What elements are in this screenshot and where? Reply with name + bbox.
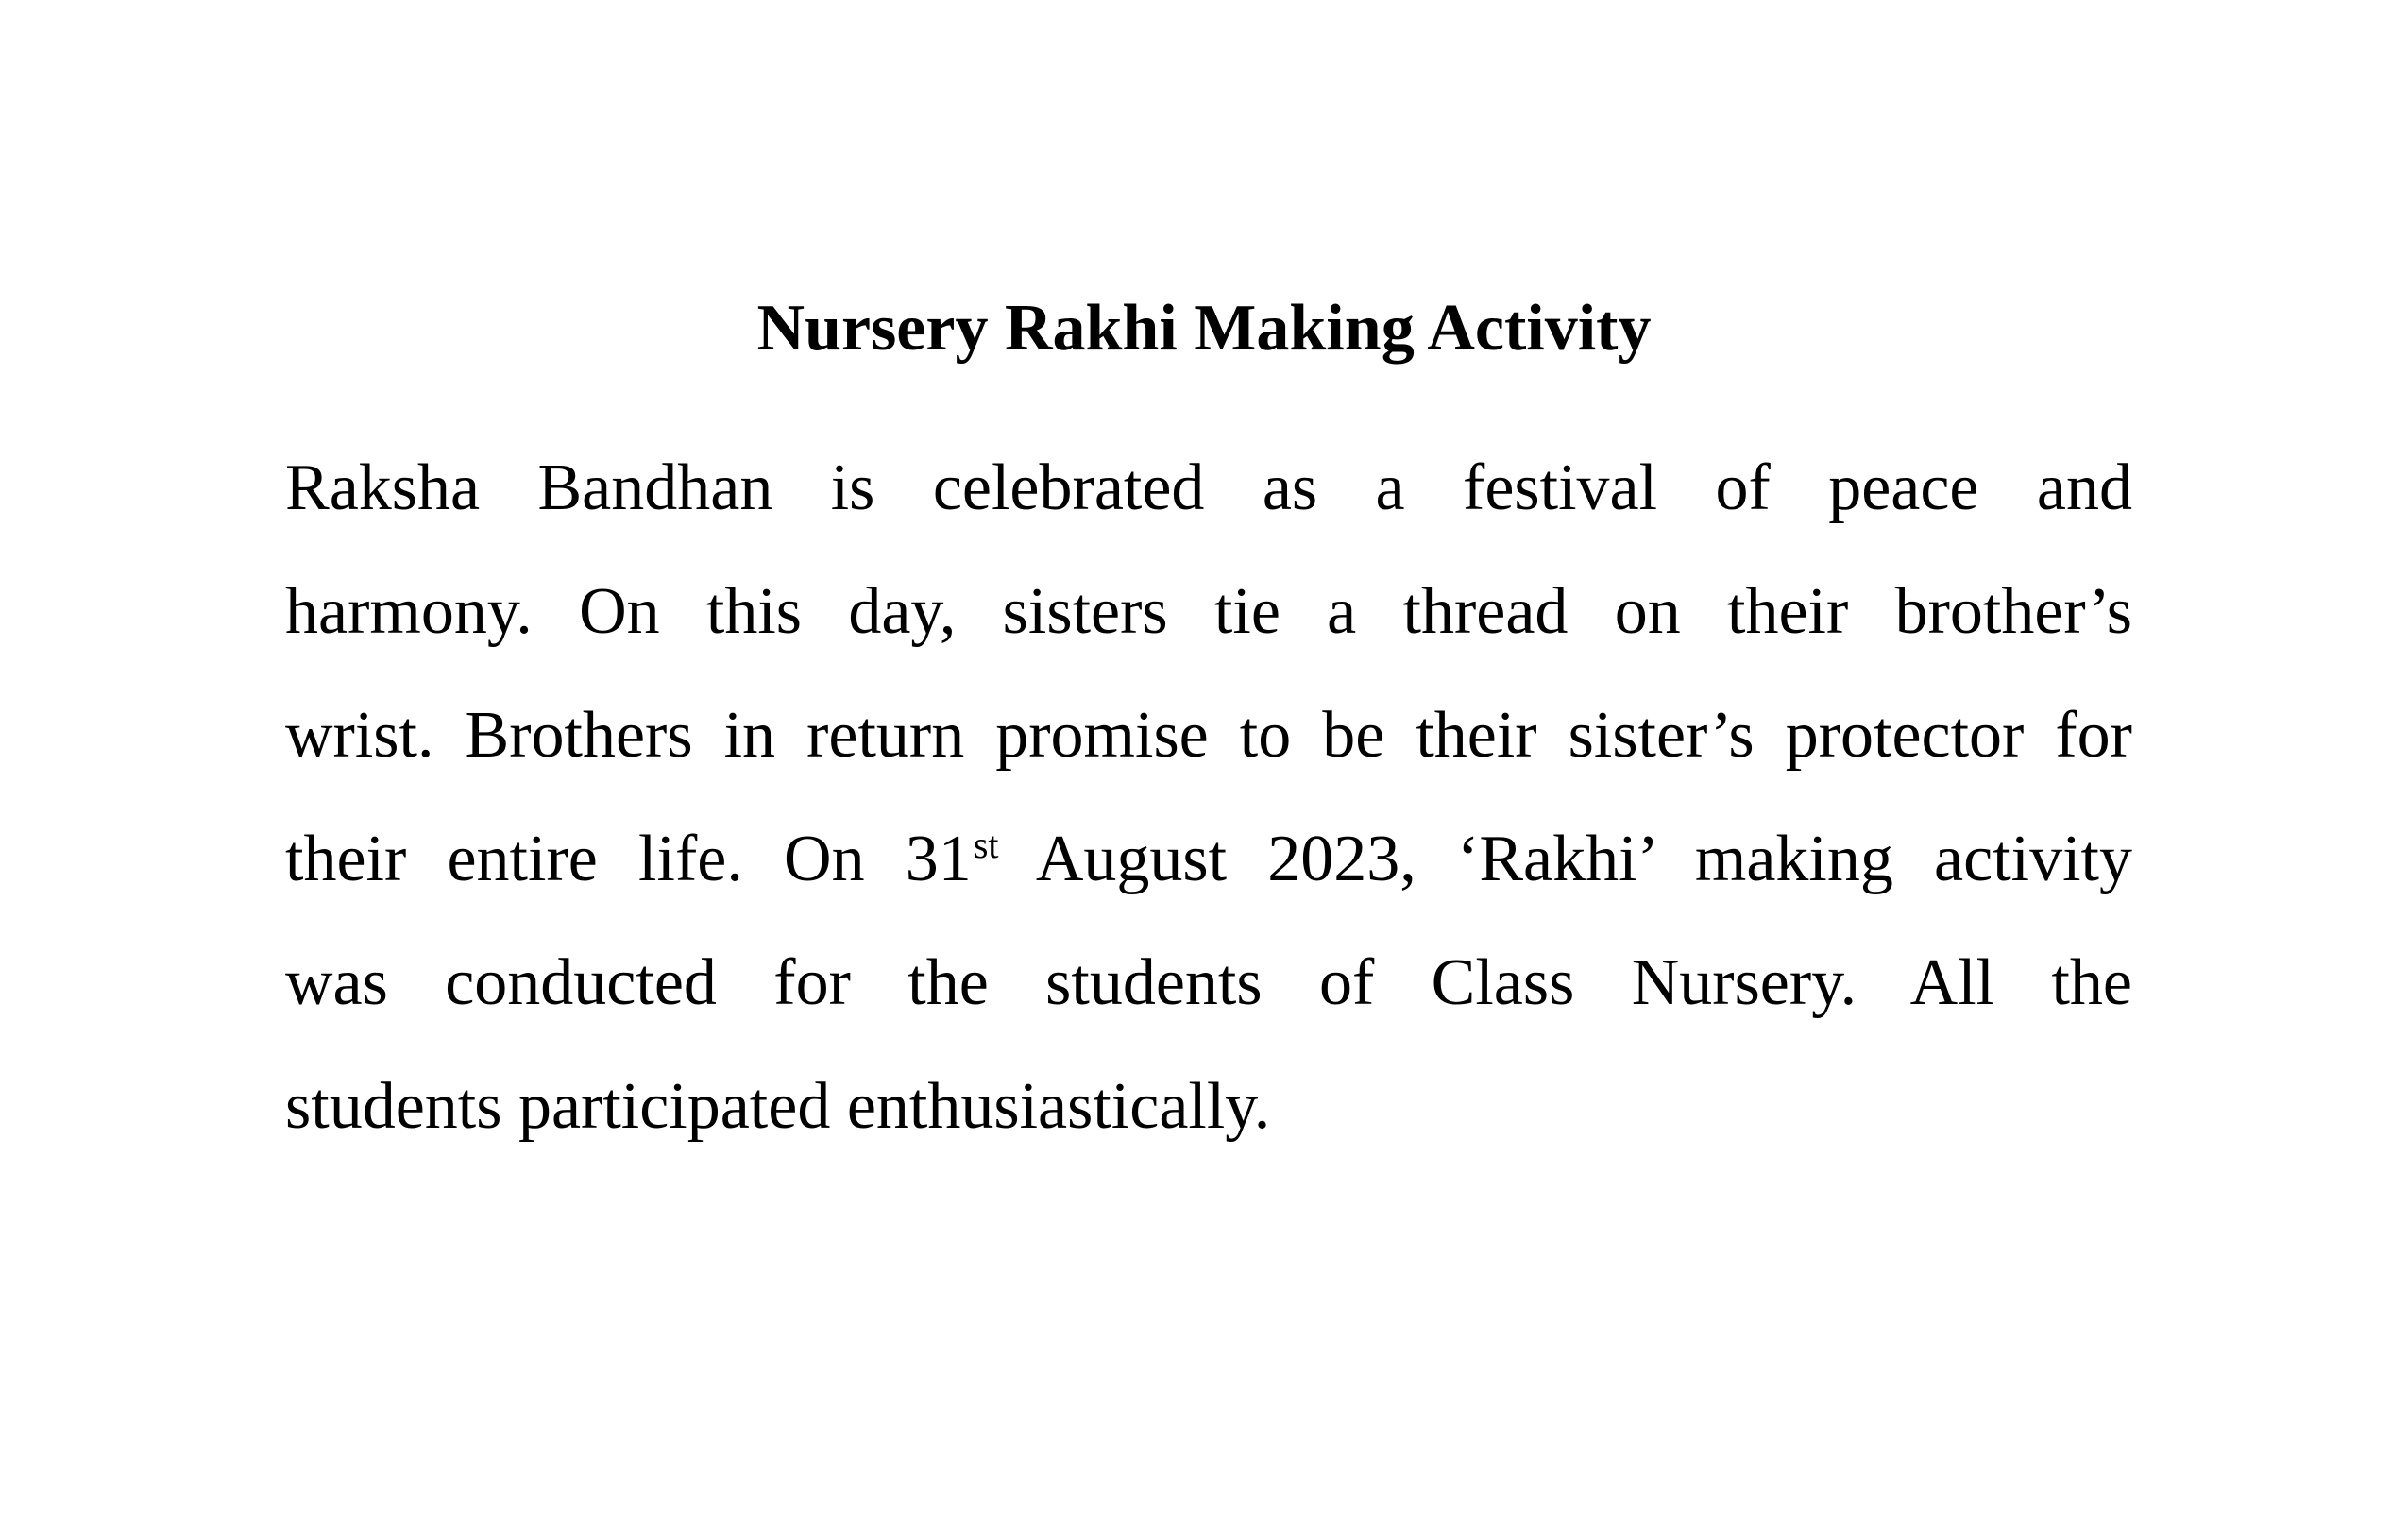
paragraph-line-1: Raksha Bandhan is celebrated as a festival of peace and xyxy=(285,451,2132,524)
paragraph-line-4 xyxy=(285,812,2132,936)
line-4-text-after: August 2023, ‘Rakhi’ making activity xyxy=(998,823,2132,895)
document-title: Nursery Rakhi Making Activity xyxy=(756,292,1652,365)
line-4-text-before: their entire life. On 31 xyxy=(285,823,972,895)
paragraph-line-6: students participated enthusiastically. xyxy=(285,1070,1271,1143)
date-superscript: st xyxy=(973,824,999,866)
paragraph-line-2: harmony. On this day, sisters tie a thread on their brother’s xyxy=(285,575,2132,648)
paragraph-line-5: was conducted for the students of Class Nursery. All the xyxy=(285,946,2132,1019)
paragraph-line-3: wrist. Brothers in return promise to be their sister’s protector for xyxy=(285,699,2132,772)
body-paragraph xyxy=(285,441,2132,1183)
